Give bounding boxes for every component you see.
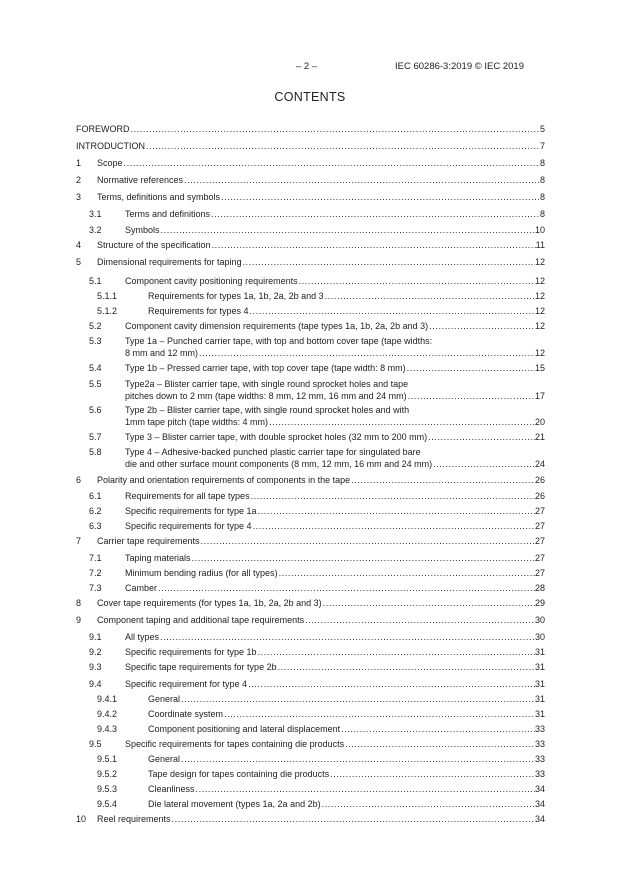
document-reference: IEC 60286-3:2019 © IEC 2019 bbox=[395, 61, 525, 72]
toc-entry[interactable] bbox=[76, 694, 545, 706]
toc-entry[interactable] bbox=[76, 336, 545, 360]
leader-dots bbox=[160, 225, 535, 237]
toc-entry-title: Requirements for types 1a, 1b, 2a, 2b and 3 bbox=[148, 291, 324, 301]
toc-entry-page: 31 bbox=[534, 679, 545, 689]
leader-dots bbox=[159, 632, 535, 644]
leader-dots bbox=[298, 276, 535, 288]
toc-entry-title: General bbox=[148, 694, 181, 704]
toc-entry-title: Cleanliness bbox=[148, 784, 195, 794]
toc-entry-number: 5.6 bbox=[89, 405, 102, 415]
toc-entry-page: 33 bbox=[534, 754, 545, 764]
toc-entry-title: Type 1a – Punched carrier tape, with top and bottom cover tape (tape widths: bbox=[125, 336, 433, 346]
toc-entry-number: 5.4 bbox=[89, 363, 102, 373]
toc-entry-title: Component taping and additional tape requirements bbox=[97, 615, 305, 625]
toc-entry-number: 7.1 bbox=[89, 553, 102, 563]
toc-entry-title: Cover tape requirements (for types 1a, 1b, 2a, 2b and 3) bbox=[97, 598, 322, 608]
leader-dots bbox=[249, 306, 535, 318]
toc-entry-number: 9 bbox=[76, 615, 82, 625]
toc-entry-number: 5.3 bbox=[89, 336, 102, 346]
toc-entry-page: 28 bbox=[534, 583, 545, 593]
toc-entry-title: INTRODUCTION bbox=[76, 141, 145, 151]
toc-entry[interactable] bbox=[76, 583, 545, 595]
leader-dots bbox=[242, 257, 535, 269]
toc-entry-number: 6.2 bbox=[89, 506, 102, 516]
toc-entry[interactable] bbox=[76, 769, 545, 781]
leader-dots bbox=[180, 754, 535, 766]
toc-entry-number: 9.5 bbox=[89, 739, 102, 749]
toc-entry-page: 31 bbox=[534, 647, 545, 657]
leader-dots bbox=[171, 814, 535, 826]
toc-entry-title: Type2a – Blister carrier tape, with single round sprocket holes and tape bbox=[125, 379, 409, 389]
page-title: CONTENTS bbox=[274, 90, 346, 104]
toc-entry-title: Scope bbox=[97, 158, 123, 168]
leader-dots bbox=[210, 209, 540, 221]
leader-dots bbox=[220, 192, 540, 204]
toc-entry-page: 31 bbox=[534, 662, 545, 672]
toc-entry[interactable] bbox=[76, 405, 545, 429]
toc-entry[interactable] bbox=[76, 536, 545, 548]
toc-entry-number: 7.3 bbox=[89, 583, 102, 593]
toc-entry-page: 8 bbox=[539, 175, 545, 185]
toc-entry-page: 30 bbox=[534, 632, 545, 642]
leader-dots bbox=[432, 459, 535, 471]
toc-entry-page: 30 bbox=[534, 615, 545, 625]
toc-entry-title: FOREWORD bbox=[76, 124, 130, 134]
toc-entry[interactable] bbox=[76, 363, 545, 375]
toc-entry-page: 34 bbox=[534, 799, 545, 809]
toc-entry-title: Minimum bending radius (for all types) bbox=[125, 568, 278, 578]
toc-entry[interactable] bbox=[76, 662, 545, 674]
toc-entry[interactable] bbox=[76, 553, 545, 565]
toc-entry-page: 21 bbox=[534, 432, 545, 442]
toc-entry-page: 12 bbox=[534, 306, 545, 316]
toc-entry-title: Type 2b – Blister carrier tape, with single round sprocket holes and with bbox=[125, 405, 410, 415]
leader-dots bbox=[198, 348, 535, 360]
toc-entry-page: 11 bbox=[535, 240, 545, 250]
leader-dots bbox=[428, 321, 535, 333]
toc-entry-page: 10 bbox=[534, 225, 545, 235]
toc-entry-title: Specific tape requirements for type 2b bbox=[125, 662, 277, 672]
toc-entry-title: Type 1b – Pressed carrier tape, with top cover tape (tape width: 8 mm) bbox=[125, 363, 406, 373]
leader-dots bbox=[344, 739, 535, 751]
toc-entry-page: 20 bbox=[534, 417, 545, 427]
toc-entry-title: Polarity and orientation requirements of components in the tape bbox=[97, 475, 351, 485]
toc-entry-number: 9.3 bbox=[89, 662, 102, 672]
leader-dots bbox=[145, 141, 540, 153]
toc-entry-number: 5 bbox=[76, 257, 82, 267]
toc-entry-number: 9.4.3 bbox=[97, 724, 118, 734]
toc-entry-number: 9.4.2 bbox=[97, 709, 118, 719]
toc-entry-page: 12 bbox=[534, 276, 545, 286]
toc-entry[interactable] bbox=[76, 724, 545, 736]
toc-entry-title: die and other surface mount components (8 mm, 12 mm, 16 mm and 24 mm) bbox=[125, 459, 433, 469]
toc-entry-title: Taping materials bbox=[125, 553, 191, 563]
toc-entry-number: 6 bbox=[76, 475, 82, 485]
leader-dots bbox=[277, 662, 535, 674]
toc-entry[interactable] bbox=[76, 598, 545, 610]
toc-entry-page: 27 bbox=[534, 553, 545, 563]
toc-entry[interactable] bbox=[76, 447, 545, 471]
toc-entry[interactable] bbox=[76, 814, 545, 826]
toc-entry[interactable] bbox=[76, 432, 545, 444]
toc-entry-title: Specific requirements for tapes containing die products bbox=[125, 739, 345, 749]
toc-entry-title: Specific requirements for type 1b bbox=[125, 647, 257, 657]
toc-entry-title: Camber bbox=[125, 583, 158, 593]
toc-entry-title: 1mm tape pitch (tape widths: 4 mm) bbox=[125, 417, 269, 427]
toc-entry-page: 26 bbox=[534, 475, 545, 485]
toc-entry-number: 9.5.4 bbox=[97, 799, 118, 809]
leader-dots bbox=[268, 417, 535, 429]
toc-entry[interactable] bbox=[76, 124, 545, 136]
toc-entry-number: 5.1 bbox=[89, 276, 102, 286]
toc-entry-page: 12 bbox=[534, 291, 545, 301]
toc-entry[interactable] bbox=[76, 568, 545, 580]
leader-dots bbox=[329, 769, 535, 781]
leader-dots bbox=[252, 521, 535, 533]
toc-entry-page: 8 bbox=[539, 209, 545, 219]
leader-dots bbox=[257, 506, 535, 518]
toc-entry-title: Specific requirement for type 4 bbox=[125, 679, 248, 689]
toc-entry[interactable] bbox=[76, 709, 545, 721]
toc-entry-title: 8 mm and 12 mm) bbox=[125, 348, 199, 358]
toc-entry-title: Dimensional requirements for taping bbox=[97, 257, 242, 267]
toc-entry-page: 27 bbox=[534, 506, 545, 516]
toc-entry-title: Reel requirements bbox=[97, 814, 171, 824]
toc-entry-number: 3.1 bbox=[89, 209, 102, 219]
toc-entry-number: 5.2 bbox=[89, 321, 102, 331]
toc-entry[interactable] bbox=[76, 192, 545, 204]
toc-entry-page: 27 bbox=[534, 536, 545, 546]
toc-entry-page: 8 bbox=[539, 158, 545, 168]
leader-dots bbox=[200, 536, 535, 548]
leader-dots bbox=[324, 291, 535, 303]
toc-entry-page: 15 bbox=[534, 363, 545, 373]
toc-entry-title: Component positioning and lateral displacement bbox=[148, 724, 341, 734]
toc-entry-title: Type 4 – Adhesive-backed punched plastic carrier tape for singulated bare bbox=[125, 447, 421, 457]
toc-entry-number: 1 bbox=[76, 158, 82, 168]
toc-entry-number: 5.7 bbox=[89, 432, 102, 442]
toc-entry[interactable] bbox=[76, 257, 545, 269]
toc-entry-number: 10 bbox=[76, 814, 87, 824]
toc-entry-title: All types bbox=[125, 632, 160, 642]
toc-entry-number: 6.1 bbox=[89, 491, 102, 501]
leader-dots bbox=[407, 391, 535, 403]
leader-dots bbox=[123, 158, 540, 170]
toc-entry-title: General bbox=[148, 754, 181, 764]
toc-entry-title: Specific requirements for type 4 bbox=[125, 521, 252, 531]
leader-dots bbox=[250, 491, 535, 503]
toc-entry[interactable] bbox=[76, 240, 545, 252]
leader-dots bbox=[257, 647, 535, 659]
toc-entry-title: pitches down to 2 mm (tape widths: 8 mm, 12 mm, 16 mm and 24 mm) bbox=[125, 391, 407, 401]
toc-entry-title: Die lateral movement (types 1a, 2a and 2b) bbox=[148, 799, 321, 809]
toc-entry[interactable] bbox=[76, 506, 545, 518]
leader-dots bbox=[247, 679, 535, 691]
toc-entry-page: 17 bbox=[534, 391, 545, 401]
leader-dots bbox=[340, 724, 535, 736]
toc-entry[interactable] bbox=[76, 321, 545, 333]
leader-dots bbox=[191, 553, 535, 565]
toc-entry[interactable] bbox=[76, 175, 545, 187]
toc-entry-title: Type 3 – Blister carrier tape, with double sprocket holes (32 mm to 200 mm) bbox=[125, 432, 428, 442]
toc-entry-page: 12 bbox=[534, 348, 545, 358]
toc-entry-number: 7.2 bbox=[89, 568, 102, 578]
toc-entry[interactable] bbox=[76, 615, 545, 627]
toc-entry-title: Component cavity positioning requirements bbox=[125, 276, 298, 286]
toc-entry-number: 7 bbox=[76, 536, 82, 546]
leader-dots bbox=[130, 124, 540, 136]
toc-entry[interactable] bbox=[76, 491, 545, 503]
toc-entry-page: 29 bbox=[534, 598, 545, 608]
toc-entry[interactable] bbox=[76, 521, 545, 533]
toc-entry[interactable] bbox=[76, 679, 545, 691]
toc-entry-number: 9.5.2 bbox=[97, 769, 118, 779]
toc-entry[interactable] bbox=[76, 158, 545, 170]
toc-entry-page: 34 bbox=[534, 814, 545, 824]
toc-entry-page: 7 bbox=[539, 141, 545, 151]
leader-dots bbox=[278, 568, 535, 580]
leader-dots bbox=[321, 799, 535, 811]
toc-entry-number: 9.1 bbox=[89, 632, 102, 642]
leader-dots bbox=[406, 363, 535, 375]
toc-entry[interactable] bbox=[76, 647, 545, 659]
toc-entry[interactable] bbox=[76, 475, 545, 487]
leader-dots bbox=[304, 615, 535, 627]
leader-dots bbox=[322, 598, 535, 610]
toc-entry-number: 8 bbox=[76, 598, 82, 608]
toc-entry-number: 9.5.1 bbox=[97, 754, 118, 764]
toc-entry[interactable] bbox=[76, 632, 545, 644]
toc-entry-number: 3.2 bbox=[89, 225, 102, 235]
toc-entry-number: 9.5.3 bbox=[97, 784, 118, 794]
toc-entry-number: 2 bbox=[76, 175, 82, 185]
leader-dots bbox=[350, 475, 535, 487]
toc-entry-number: 4 bbox=[76, 240, 82, 250]
toc-entry-title: Structure of the specification bbox=[97, 240, 211, 250]
toc-entry-page: 12 bbox=[534, 321, 545, 331]
toc-entry[interactable] bbox=[76, 141, 545, 153]
toc-entry-title: Component cavity dimension requirements (tape types 1a, 1b, 2a, 2b and 3) bbox=[125, 321, 429, 331]
toc-entry-page: 34 bbox=[534, 784, 545, 794]
toc-entry-title: Terms, definitions and symbols bbox=[97, 192, 221, 202]
toc-entry[interactable] bbox=[76, 306, 545, 318]
toc-entry-title: Tape design for tapes containing die products bbox=[148, 769, 330, 779]
leader-dots bbox=[180, 694, 535, 706]
toc-entry-title: Specific requirements for type 1a bbox=[125, 506, 257, 516]
toc-entry-page: 24 bbox=[534, 459, 545, 469]
toc-entry-page: 33 bbox=[534, 769, 545, 779]
toc-entry-title: Coordinate system bbox=[148, 709, 224, 719]
toc-entry[interactable] bbox=[76, 209, 545, 221]
toc-entry-number: 9.4 bbox=[89, 679, 102, 689]
toc-entry-number: 3 bbox=[76, 192, 82, 202]
toc-entry[interactable] bbox=[76, 799, 545, 811]
toc-entry-page: 12 bbox=[534, 257, 545, 267]
toc-entry[interactable] bbox=[76, 739, 545, 751]
leader-dots bbox=[183, 175, 540, 187]
toc-entry-title: Normative references bbox=[97, 175, 184, 185]
toc-entry-title: Requirements for types 4 bbox=[148, 306, 249, 316]
leader-dots bbox=[195, 784, 535, 796]
toc-entry[interactable] bbox=[76, 225, 545, 237]
leader-dots bbox=[157, 583, 535, 595]
toc-entry[interactable] bbox=[76, 291, 545, 303]
leader-dots bbox=[223, 709, 535, 721]
toc-entry-page: 27 bbox=[534, 568, 545, 578]
leader-dots bbox=[427, 432, 535, 444]
toc-entry-title: Symbols bbox=[125, 225, 160, 235]
toc-entry-number: 5.1.2 bbox=[97, 306, 118, 316]
page-number: – 2 – bbox=[296, 61, 318, 72]
toc-entry-title: Requirements for all tape types bbox=[125, 491, 250, 501]
toc-entry-page: 31 bbox=[534, 694, 545, 704]
toc-entry[interactable] bbox=[76, 784, 545, 796]
toc-entry-page: 33 bbox=[534, 724, 545, 734]
toc-entry[interactable] bbox=[76, 379, 545, 403]
toc-entry-page: 8 bbox=[539, 192, 545, 202]
toc-entry[interactable] bbox=[76, 276, 545, 288]
toc-entry-number: 5.8 bbox=[89, 447, 102, 457]
toc-entry-number: 5.5 bbox=[89, 379, 102, 389]
toc-entry-page: 26 bbox=[534, 491, 545, 501]
toc-entry-number: 6.3 bbox=[89, 521, 102, 531]
toc-entry-title: Terms and definitions bbox=[125, 209, 211, 219]
toc-entry-number: 9.4.1 bbox=[97, 694, 118, 704]
toc-entry[interactable] bbox=[76, 754, 545, 766]
toc-entry-page: 5 bbox=[539, 124, 545, 134]
toc-entry-page: 27 bbox=[534, 521, 545, 531]
toc-entry-number: 5.1.1 bbox=[97, 291, 118, 301]
toc-entry-page: 33 bbox=[534, 739, 545, 749]
toc-entry-title: Carrier tape requirements bbox=[97, 536, 200, 546]
toc-entry-number: 9.2 bbox=[89, 647, 102, 657]
toc-entry-page: 31 bbox=[534, 709, 545, 719]
leader-dots bbox=[211, 240, 536, 252]
